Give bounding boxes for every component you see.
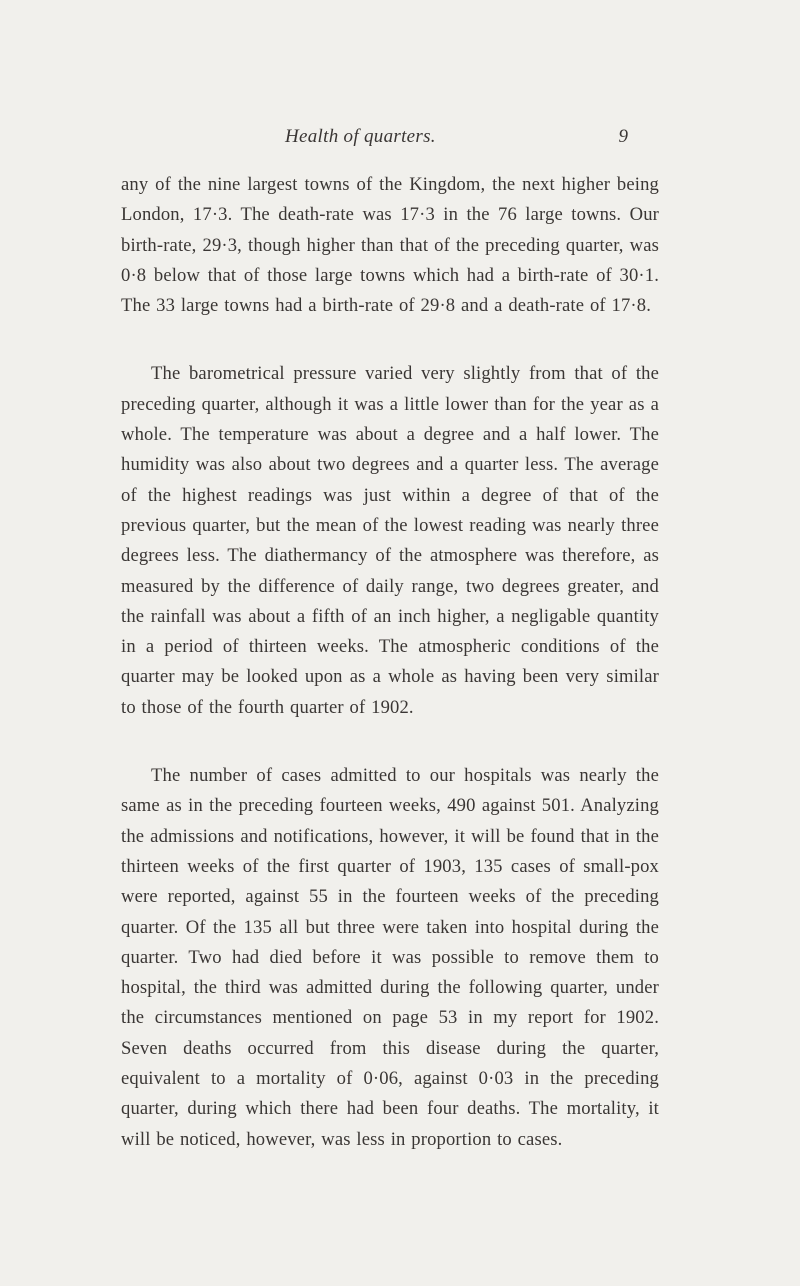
paragraph-vital-statistics: any of the nine largest towns of the Kingdom, the next higher being London, 17·3. The death-rate was 17·3 in the 76 large towns. Our birth-rate, 29·3, though higher than that of the preceding quarter, was 0·8 below that of those large towns which had a birth-rate of 30·1. The 33 large towns had a birth-rate of 29·8 and a death-rate of 17·8. xyxy=(121,174,659,317)
running-head xyxy=(205,126,628,152)
body-text xyxy=(121,170,659,1155)
paragraph-meteorology: The barometrical pressure varied very slightly from that of the preceding quarter, although it was a little lower than for the year as a whole. The temperature was about a degree and a half lower. The humidity was also about two degrees and a quarter less. The average of the highest readings was just within a degree of that of the previous quarter, but the mean of the lowest reading was nearly three degrees less. The diathermancy of the atmosphere was therefore, as measured by the difference of daily range, two degrees greater, and the rainfall was about a fifth of an inch higher, a negligable quantity in a period of thirteen weeks. The atmospheric conditions of the quarter may be looked upon as a whole as having been very similar to those of the fourth quarter of 1902. xyxy=(121,363,659,718)
paragraph-hospital-admissions: The number of cases admitted to our hospitals was nearly the same as in the preceding fourteen weeks, 490 against 501. Analyzing the admissions and notifications, however, it will be found that in the thirteen weeks of the first quarter of 1903, 135 cases of small-pox were reported, against 55 in the fourteen weeks of the preceding quarter. Of the 135 all but three were taken into hospital during the quarter. Two had died before it was possible to remove them to hospital, the third was admitted during the following quarter, under the circumstances mentioned on page 53 in my report for 1902. Seven deaths occurred from this disease during the quarter, equivalent to a mortality of 0·06, against 0·03 in the preceding quarter, during which there had been four deaths. The mortality, it will be noticed, however, was less in proportion to cases. xyxy=(121,765,659,1150)
page-number: 9 xyxy=(618,126,628,147)
running-title: Health of quarters. xyxy=(285,126,436,147)
